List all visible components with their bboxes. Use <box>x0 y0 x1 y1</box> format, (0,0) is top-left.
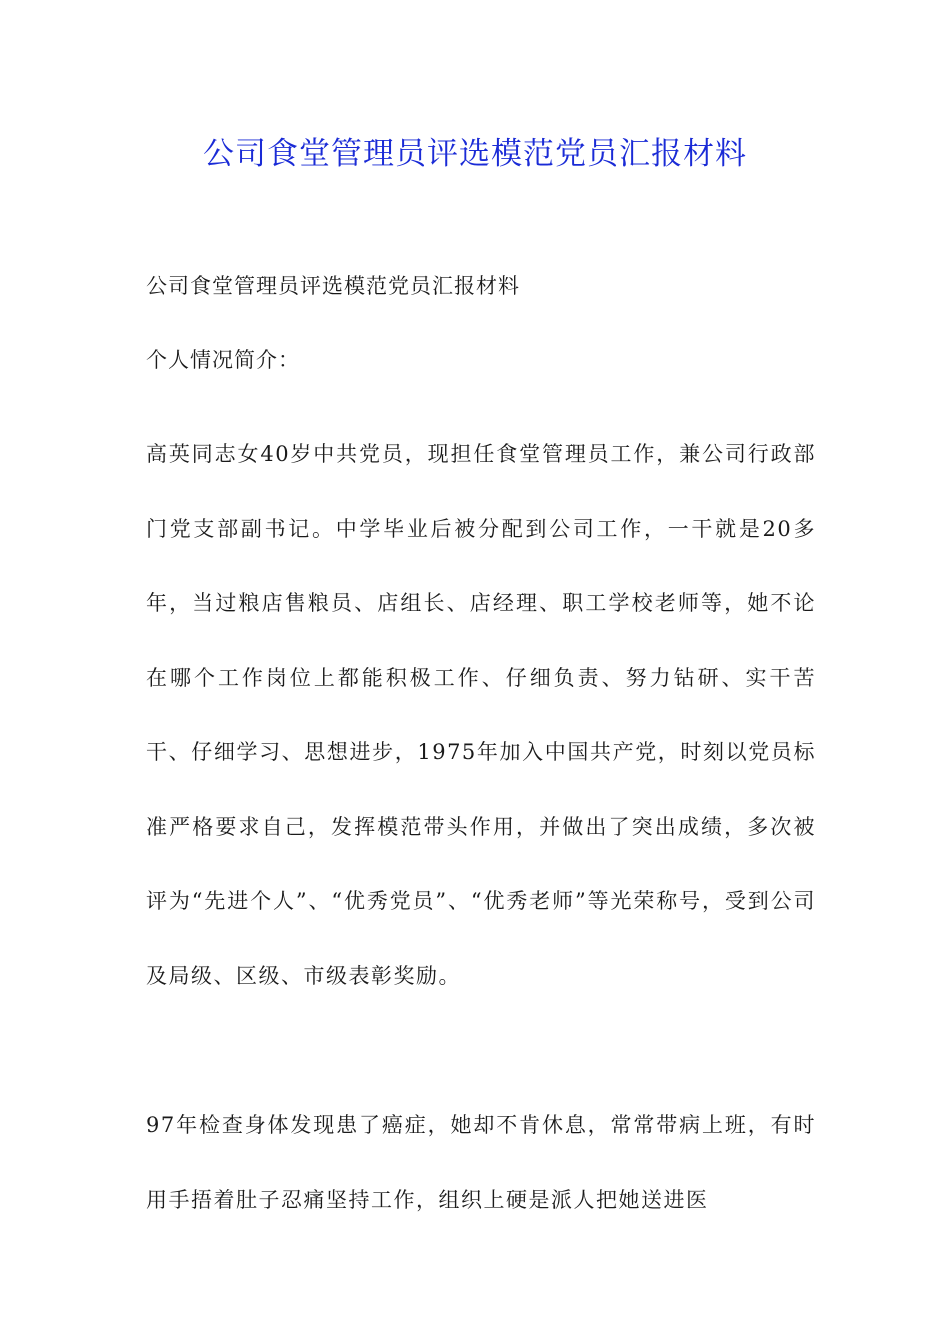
section-heading-personal-intro: 个人情况简介： <box>146 348 300 372</box>
paragraph-personal-background: 高英同志女40岁中共党员，现担任食堂管理员工作，兼公司行政部门党支部副书记。中学毕业后被分配到公司工作，一干就是20多年，当过粮店售粮员、店组长、店经理、职工学校老师等，她不论在哪个工作岗位上都能积极工作、仔细负责、努力钻研、实干苦干、仔细学习、思想进步，1975年加入中国共产党，时刻以党员标准严格要求自己，发挥模范带头作用，并做出了突出成绩，多次被评为“先进个人”、“优秀党员”、“优秀老师”等光荣称号，受到公司及局级、区级、市级表彰奖励。 <box>146 442 816 988</box>
paragraph-illness: 97年检查身体发现患了癌症，她却不肯休息，常常带病上班，有时用手捂着肚子忍痛坚持工作，组织上硬是派人把她送进医 <box>146 1113 816 1212</box>
document-title: 公司食堂管理员评选模范党员汇报材料 <box>203 136 747 172</box>
document-subtitle: 公司食堂管理员评选模范党员汇报材料 <box>146 274 520 298</box>
